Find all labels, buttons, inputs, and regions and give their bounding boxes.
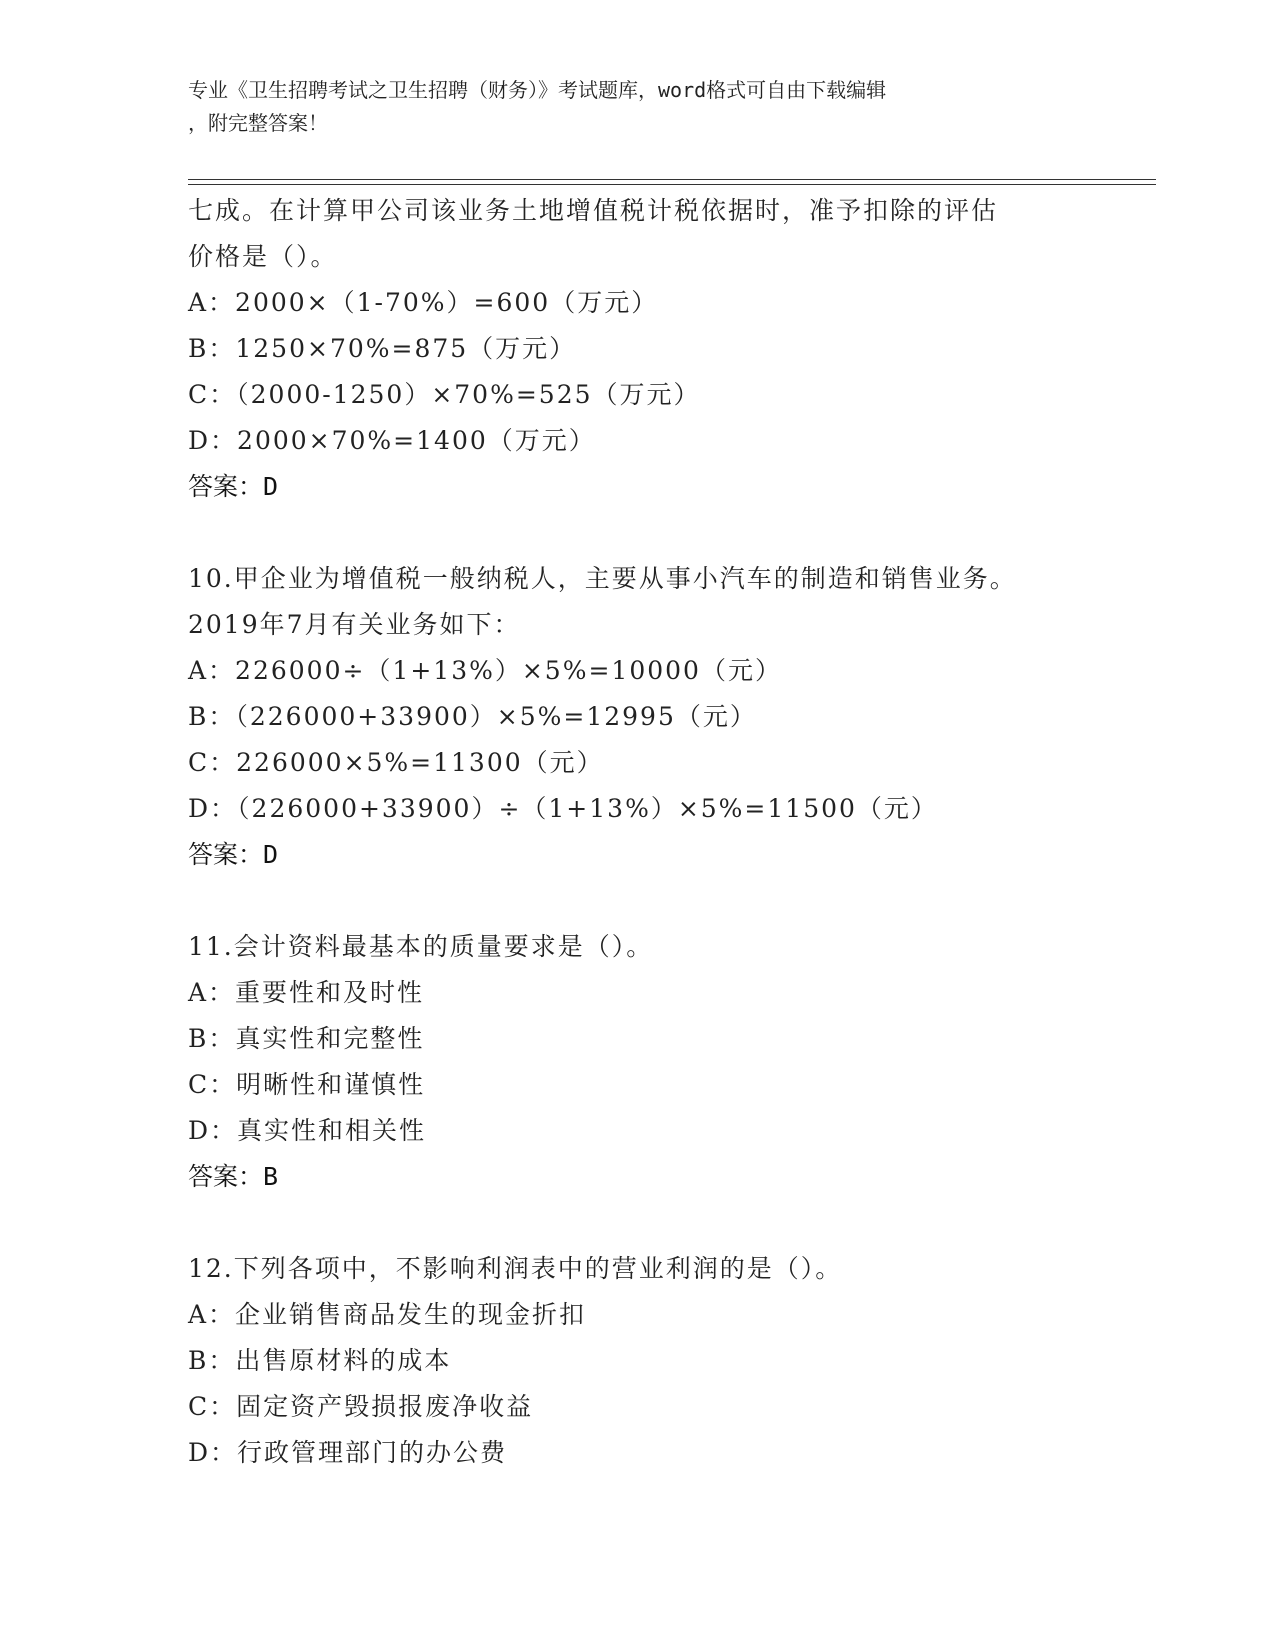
option-c: C：226000×5%=11300（元）	[188, 748, 604, 777]
spacer	[188, 510, 1148, 556]
header-line-2: ，附完整答案！	[188, 111, 328, 135]
option-d: D：行政管理部门的办公费	[188, 1438, 508, 1467]
question-11	[188, 924, 1148, 1200]
option-b: B：真实性和完整性	[188, 1024, 425, 1053]
document-header	[188, 74, 1088, 140]
option-d: D：（226000+33900）÷（1+13%）×5%=11500（元）	[188, 794, 938, 823]
answer-line: 答案：D	[188, 840, 279, 869]
question-9	[188, 188, 1148, 510]
question-stem: 11.会计资料最基本的质量要求是（）。	[188, 932, 654, 961]
question-stem: 2019年7月有关业务如下：	[188, 610, 521, 639]
header-rule-bottom	[188, 184, 1156, 185]
option-b: B：1250×70%=875（万元）	[188, 334, 577, 363]
header-line-1: 专业《卫生招聘考试之卫生招聘（财务）》考试题库，word格式可自由下载编辑	[188, 78, 887, 102]
option-a: A：企业销售商品发生的现金折扣	[188, 1300, 587, 1329]
question-stem: 价格是（）。	[188, 242, 338, 271]
option-c: C：固定资产毁损报废净收益	[188, 1392, 534, 1421]
question-stem: 七成。在计算甲公司该业务土地增值税计税依据时，准予扣除的评估	[188, 196, 999, 225]
option-c: C：（2000-1250）×70%=525（万元）	[188, 380, 701, 409]
option-a: A：重要性和及时性	[188, 978, 425, 1007]
option-a: A：2000×（1-70%）=600（万元）	[188, 288, 659, 317]
question-12	[188, 1246, 1148, 1476]
question-stem: 10.甲企业为增值税一般纳税人，主要从事小汽车的制造和销售业务。	[188, 564, 1017, 593]
header-rule-top	[188, 179, 1156, 180]
question-list	[188, 188, 1148, 1476]
option-d: D：真实性和相关性	[188, 1116, 427, 1145]
question-10	[188, 556, 1148, 878]
answer-line: 答案：B	[188, 1162, 279, 1191]
option-b: B：（226000+33900）×5%=12995（元）	[188, 702, 757, 731]
spacer	[188, 878, 1148, 924]
spacer	[188, 1200, 1148, 1246]
answer-line: 答案：D	[188, 472, 279, 501]
option-a: A：226000÷（1+13%）×5%=10000（元）	[188, 656, 782, 685]
option-b: B：出售原材料的成本	[188, 1346, 452, 1375]
option-c: C：明晰性和谨慎性	[188, 1070, 426, 1099]
option-d: D：2000×70%=1400（万元）	[188, 426, 596, 455]
question-stem: 12.下列各项中，不影响利润表中的营业利润的是（）。	[188, 1254, 843, 1283]
